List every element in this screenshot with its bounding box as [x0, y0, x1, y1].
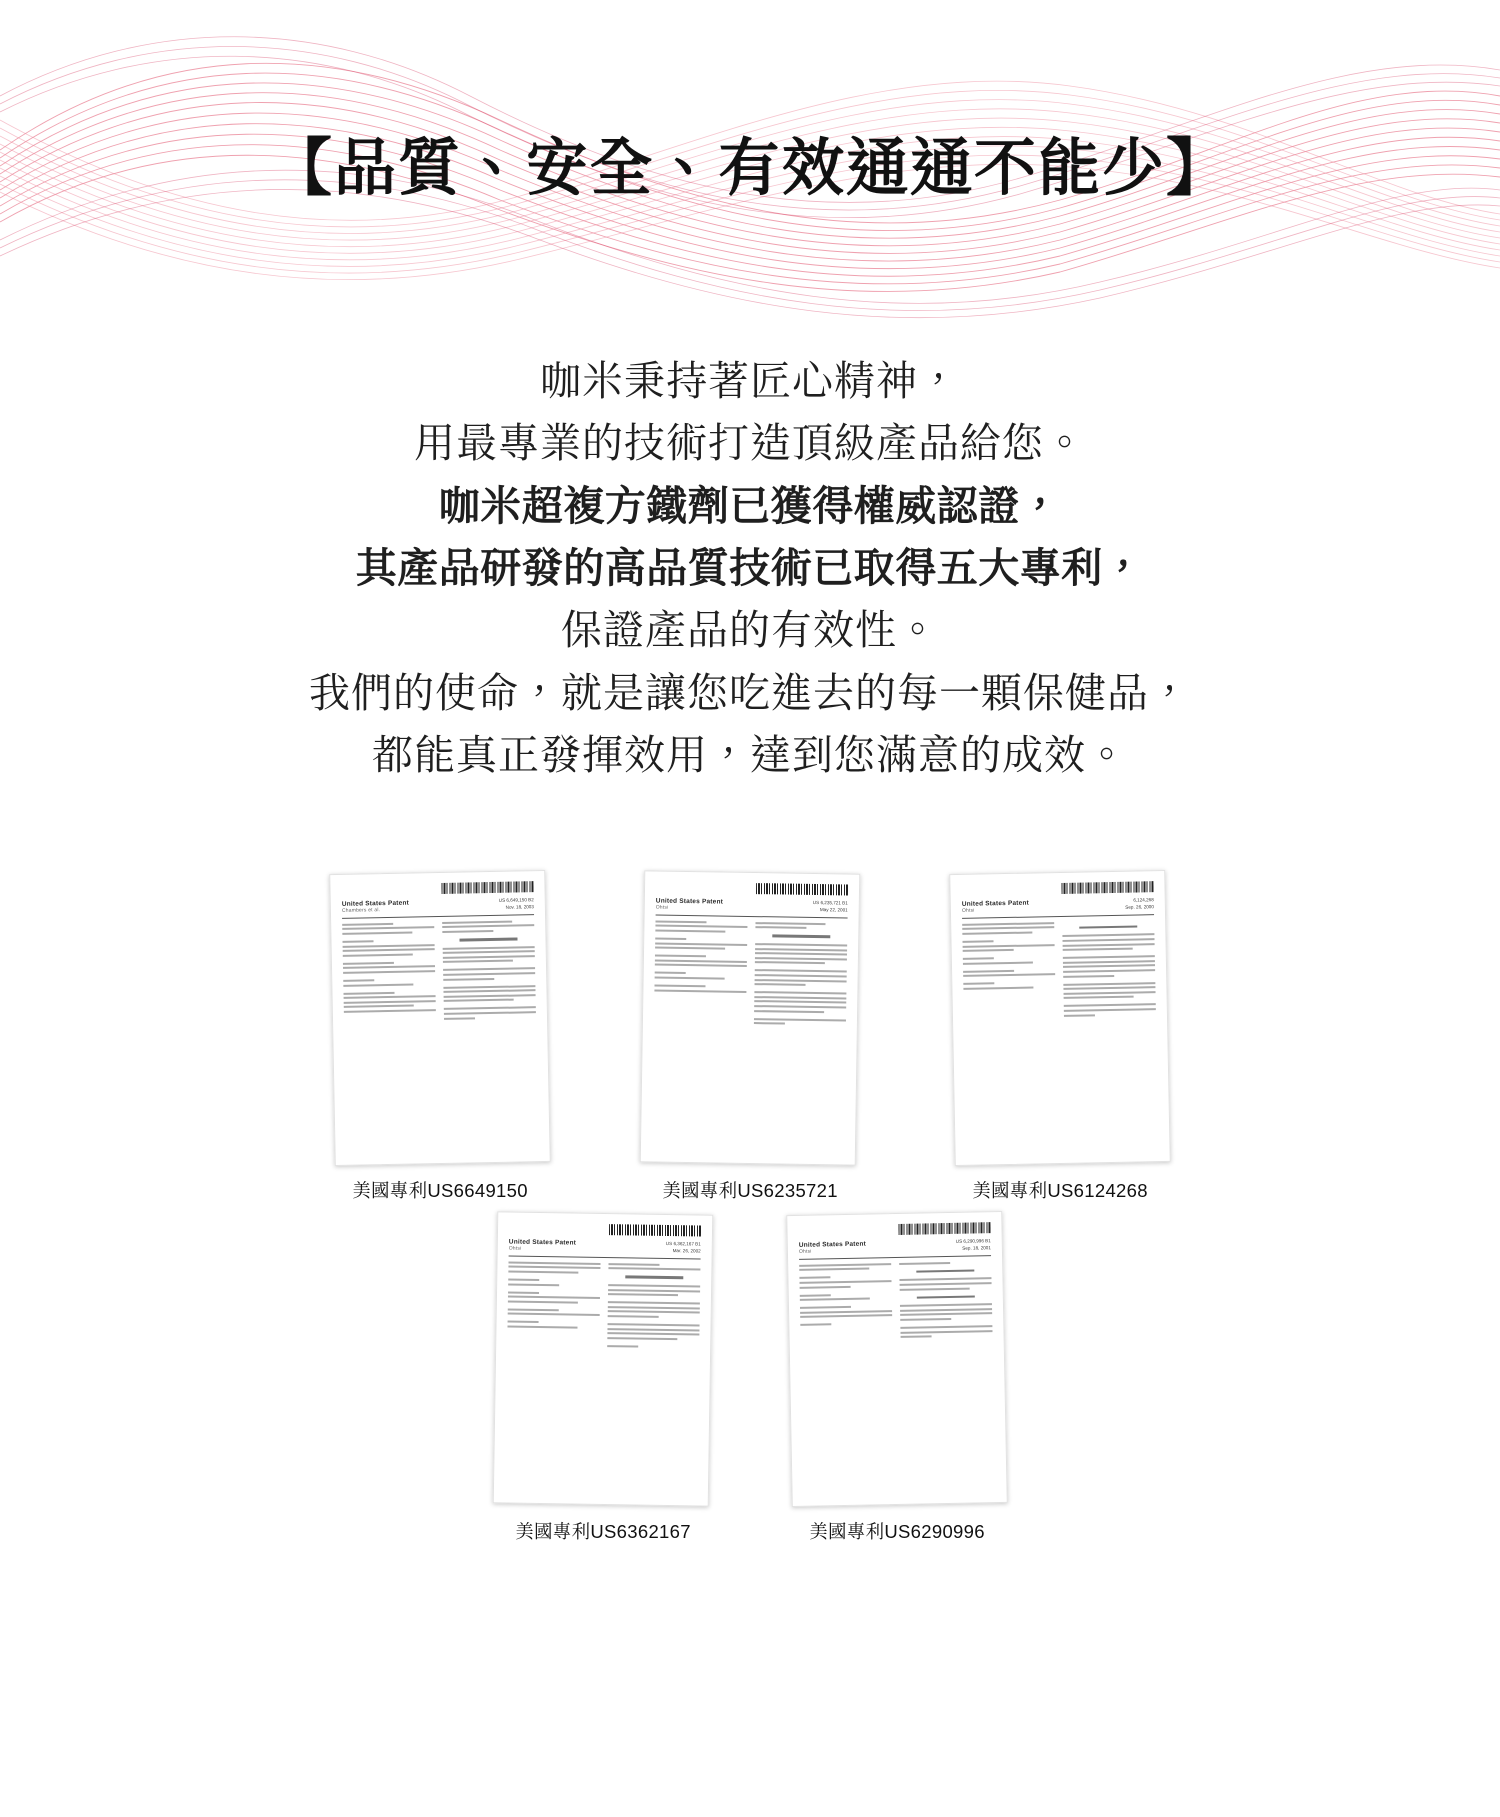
- patent-caption: 美國專利US6362167: [515, 1521, 691, 1543]
- patent-caption: 美國專利US6235721: [662, 1180, 838, 1202]
- patent-office-title: United States Patent Ohtsi: [508, 1238, 577, 1252]
- patent-office-title: United States Patent Ohtsi: [961, 899, 1030, 915]
- page-title: 【品質、安全、有效通通不能少】: [269, 134, 1230, 203]
- barcode-icon: [441, 881, 533, 894]
- patent-date: Nov. 18, 2003: [505, 904, 534, 910]
- copy-line-5: 保證產品的有效性。: [561, 607, 939, 654]
- patent-inventor: Ohtsi: [961, 907, 975, 915]
- patent-office-title: United States Patent Ohtsi: [655, 897, 724, 911]
- patent-office-title: United States Patent Chambers et al.: [341, 899, 410, 915]
- patent-document-thumbnail[interactable]: [493, 1212, 714, 1507]
- patent-document-thumbnail[interactable]: [329, 870, 551, 1166]
- patent-document-thumbnail[interactable]: [949, 870, 1171, 1166]
- patent-document-thumbnail[interactable]: [640, 871, 861, 1166]
- patent-date: Sep. 26, 2000: [1125, 904, 1154, 910]
- copy-line-1: 咖米秉持著匠心精神，: [540, 358, 960, 404]
- patent-meta: [956, 1238, 991, 1252]
- patent-date: Sep. 18, 2001: [962, 1245, 991, 1251]
- patent-row-top: [0, 872, 1500, 1203]
- patent-inventor: Ohtsi: [655, 904, 669, 911]
- patent-item[interactable]: [329, 872, 551, 1203]
- patent-number: US 6,235,721 B1: [812, 900, 848, 906]
- patent-number: 6,124,268: [1133, 897, 1154, 903]
- patent-item[interactable]: [639, 872, 861, 1203]
- patent-item[interactable]: [786, 1213, 1008, 1544]
- copy-line-4: 其產品研發的高品質技術已取得五大專利，: [355, 544, 1145, 591]
- patent-date: Mar. 26, 2002: [672, 1248, 701, 1254]
- patent-row-bottom: [0, 1213, 1500, 1544]
- barcode-icon: [756, 883, 848, 895]
- patent-number: US 6,290,996 B1: [955, 1238, 991, 1245]
- patent-item[interactable]: [492, 1213, 714, 1544]
- patent-meta: [499, 897, 534, 911]
- patent-caption: 美國專利US6649150: [352, 1180, 528, 1202]
- patent-item[interactable]: [949, 872, 1171, 1203]
- barcode-icon: [898, 1222, 990, 1235]
- patent-meta: [813, 900, 848, 914]
- patent-date: May 22, 2001: [819, 907, 848, 913]
- patent-caption: 美國專利US6124268: [972, 1180, 1148, 1202]
- patent-number: US 6,362,167 B1: [665, 1241, 701, 1247]
- patent-meta: [666, 1241, 701, 1255]
- copy-line-3: 咖米超複方鐵劑已獲得權威認證，: [438, 482, 1062, 529]
- patent-inventor: Ohtsi: [508, 1245, 522, 1252]
- patent-caption: 美國專利US6290996: [809, 1521, 985, 1543]
- copy-line-7: 都能真正發揮效用，達到您滿意的成效。: [372, 731, 1128, 778]
- intro-paragraph: [0, 350, 1500, 786]
- patent-meta: [1125, 897, 1154, 911]
- patent-number: US 6,649,150 B2: [498, 897, 534, 904]
- hero-banner: [0, 0, 1500, 330]
- patent-office-title: United States Patent Ohtsi: [798, 1240, 867, 1256]
- copy-line-6: 我們的使命，就是讓您吃進去的每一顆保健品，: [309, 669, 1191, 716]
- copy-line-2: 用最專業的技術打造頂級產品給您。: [414, 420, 1086, 467]
- barcode-icon: [1061, 881, 1153, 894]
- patent-gallery: [0, 872, 1500, 1544]
- patent-document-thumbnail[interactable]: [786, 1211, 1008, 1507]
- barcode-icon: [609, 1224, 701, 1236]
- patent-inventor: Chambers et al.: [341, 907, 381, 915]
- patent-inventor: Ohtsi: [798, 1248, 812, 1256]
